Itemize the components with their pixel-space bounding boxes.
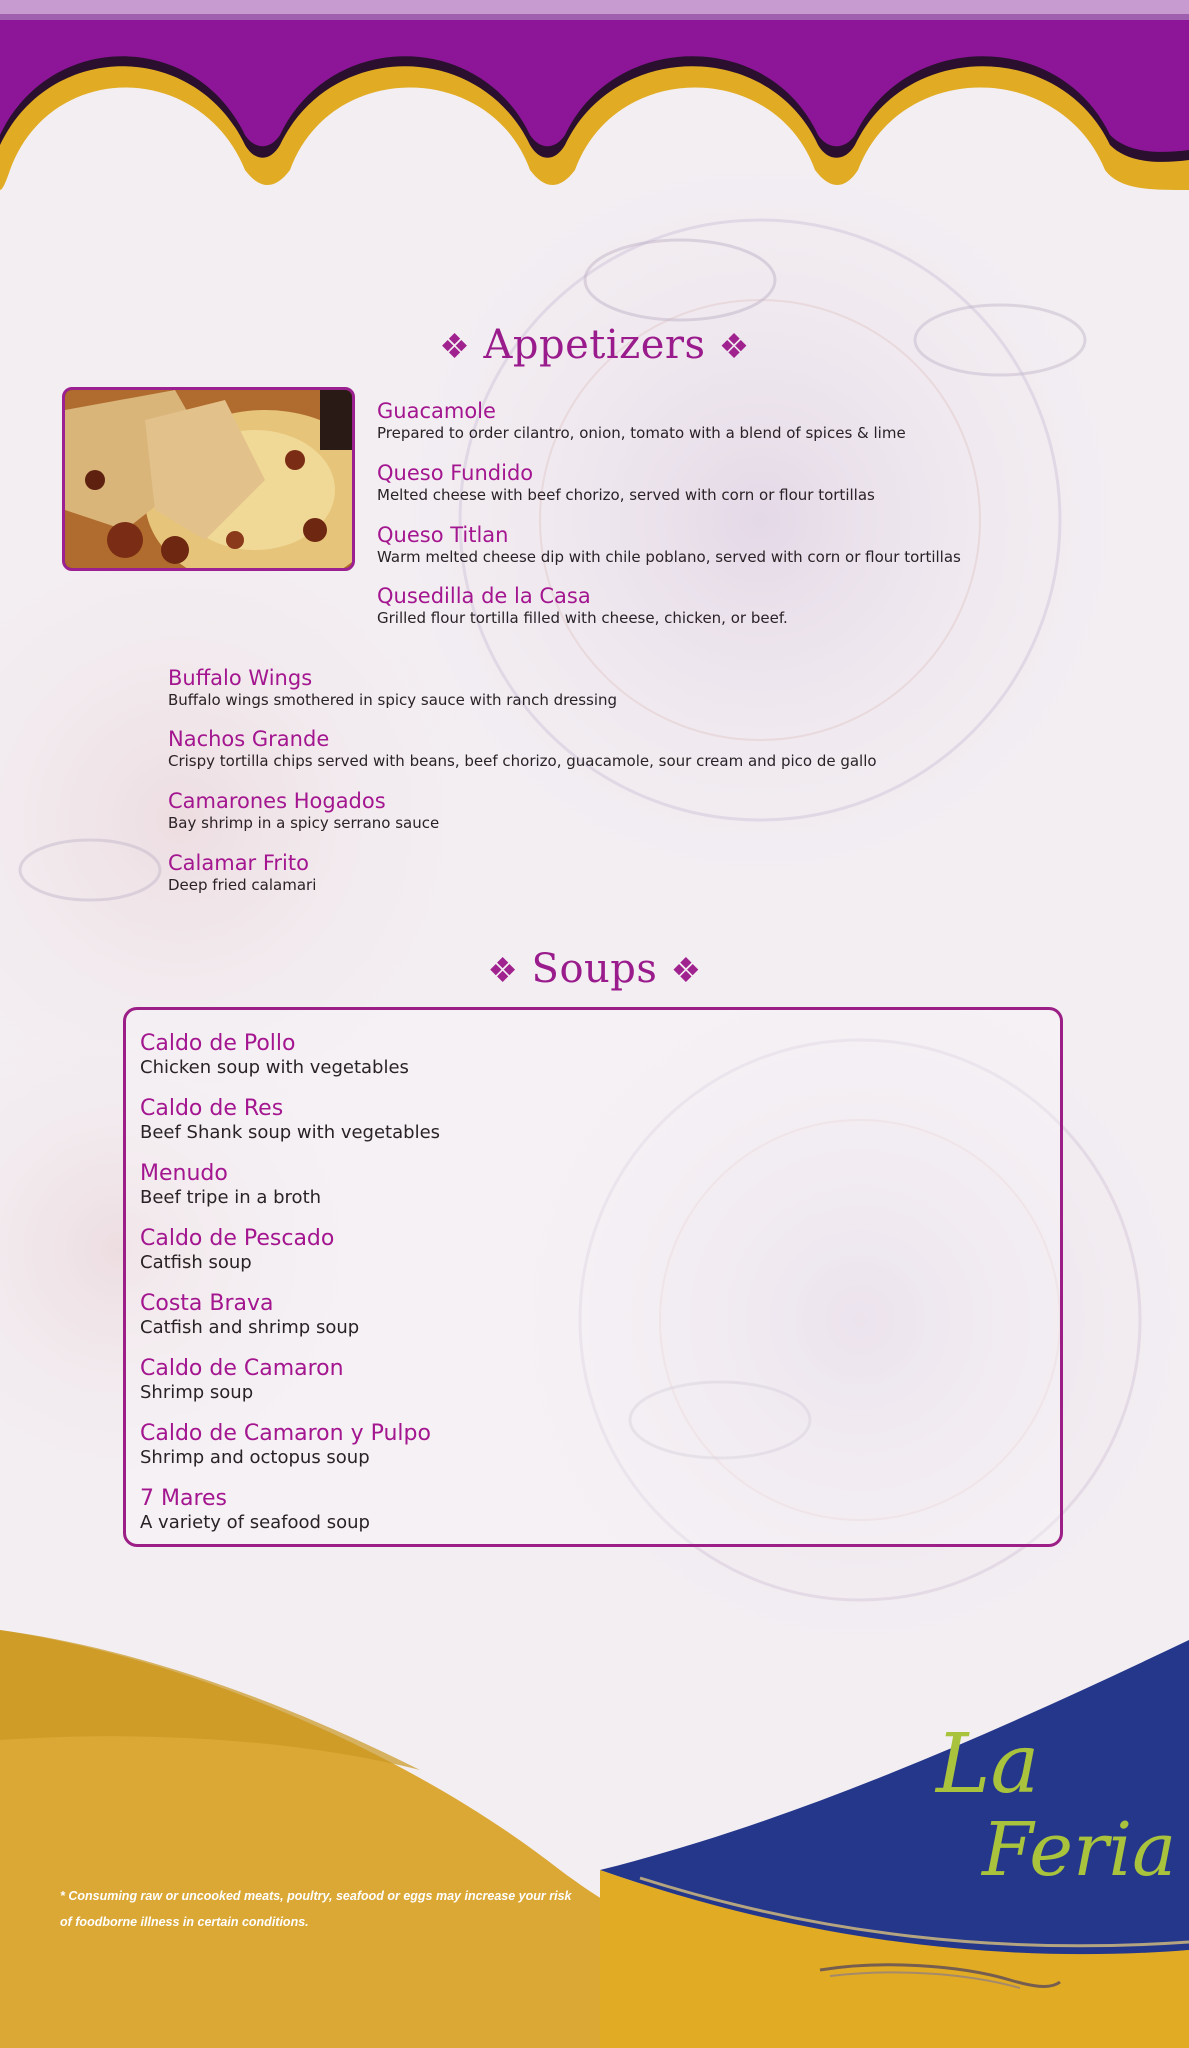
- appetizer-description: Melted cheese with beef chorizo, served with corn or flour tortillas: [377, 486, 875, 504]
- soup-description: Catfish soup: [140, 1252, 252, 1273]
- appetizer-item: [377, 522, 961, 567]
- soup-item: [140, 1486, 370, 1533]
- appetizer-name: Camarones Hogados: [168, 789, 386, 813]
- nachos-photo: [62, 387, 355, 571]
- soup-description: Shrimp soup: [140, 1382, 254, 1403]
- appetizer-name: Guacamole: [377, 399, 496, 423]
- soup-description: Beef tripe in a broth: [140, 1187, 322, 1208]
- soup-description: Beef Shank soup with vegetables: [140, 1122, 441, 1143]
- soup-name: Caldo de Camaron: [140, 1356, 344, 1381]
- appetizer-item: [377, 460, 875, 505]
- logo-line2: Feria: [982, 1807, 1177, 1893]
- health-disclaimer-line1: * Consuming raw or uncooked meats, poultry, seafood or eggs may increase your risk: [60, 1889, 572, 1903]
- soup-item: [140, 1031, 409, 1078]
- appetizer-description: Prepared to order cilantro, onion, tomato with a blend of spices & lime: [377, 424, 906, 442]
- soup-description: Catfish and shrimp soup: [140, 1317, 360, 1338]
- soup-item: [140, 1421, 431, 1468]
- soup-name: Caldo de Res: [140, 1096, 284, 1121]
- soup-item: [140, 1096, 440, 1143]
- appetizer-description: Buffalo wings smothered in spicy sauce with ranch dressing: [168, 691, 618, 709]
- appetizer-item: [168, 665, 617, 710]
- soup-name: Caldo de Pollo: [140, 1031, 296, 1056]
- soup-item: [140, 1356, 344, 1403]
- ornament-left-icon: ❖: [487, 951, 519, 991]
- ornament-right-icon: ❖: [670, 951, 702, 991]
- soup-item: [140, 1226, 334, 1273]
- soup-name: Caldo de Camaron y Pulpo: [140, 1421, 431, 1446]
- health-disclaimer-line2: of foodborne illness in certain conditions.: [60, 1915, 309, 1929]
- appetizer-description: Grilled flour tortilla filled with cheese, chicken, or beef.: [377, 609, 788, 627]
- la-feria-logo: [930, 1717, 1177, 1920]
- appetizer-item: [377, 583, 788, 628]
- soups-heading: [0, 946, 1189, 992]
- ornament-left-icon: ❖: [439, 327, 471, 367]
- appetizer-name: Nachos Grande: [168, 727, 330, 751]
- soup-name: 7 Mares: [140, 1486, 228, 1511]
- appetizer-description: Deep fried calamari: [168, 876, 317, 894]
- ornament-right-icon: ❖: [718, 327, 750, 367]
- nachos-photo-icon: [65, 390, 355, 571]
- soup-name: Costa Brava: [140, 1291, 274, 1316]
- soup-description: Chicken soup with vegetables: [140, 1057, 409, 1078]
- header-scallop-banner: [0, 0, 1189, 250]
- appetizer-name: Queso Fundido: [377, 461, 534, 485]
- soup-description: A variety of seafood soup: [140, 1512, 370, 1533]
- soup-item: [140, 1291, 359, 1338]
- appetizer-name: Qusedilla de la Casa: [377, 584, 591, 608]
- soup-item: [140, 1161, 321, 1208]
- appetizer-description: Bay shrimp in a spicy serrano sauce: [168, 814, 440, 832]
- appetizers-heading: [0, 322, 1189, 368]
- soup-description: Shrimp and octopus soup: [140, 1447, 370, 1468]
- appetizer-name: Buffalo Wings: [168, 666, 313, 690]
- soup-name: Menudo: [140, 1161, 228, 1186]
- appetizer-item: [168, 788, 439, 833]
- soup-name: Caldo de Pescado: [140, 1226, 335, 1251]
- soups-title: Soups: [531, 946, 658, 992]
- appetizer-name: Calamar Frito: [168, 851, 309, 875]
- appetizer-item: [168, 726, 877, 771]
- logo-line1: La: [936, 1717, 1040, 1812]
- appetizers-title: Appetizers: [483, 322, 706, 368]
- appetizer-item: [377, 398, 906, 443]
- appetizer-name: Queso Titlan: [377, 523, 509, 547]
- appetizer-description: Crispy tortilla chips served with beans, beef chorizo, guacamole, sour cream and pico de gallo: [168, 752, 877, 770]
- appetizer-item: [168, 850, 316, 895]
- appetizer-description: Warm melted cheese dip with chile poblano, served with corn or flour tortillas: [377, 548, 961, 566]
